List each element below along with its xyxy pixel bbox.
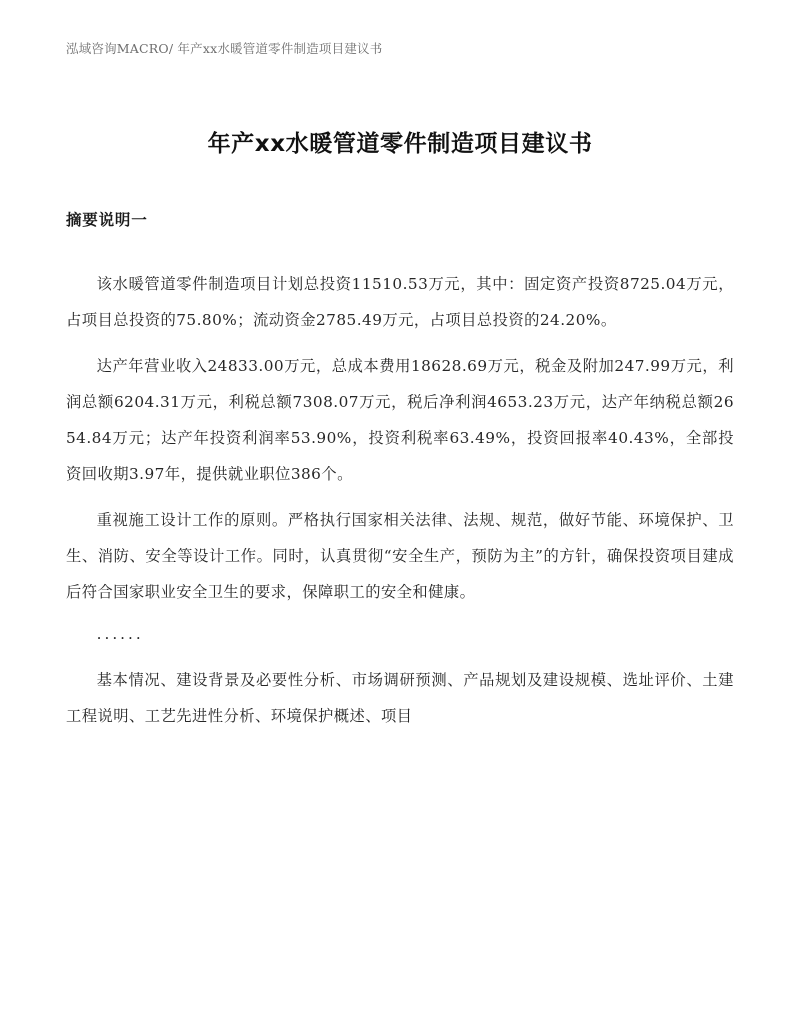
paragraph-contents-outline: 基本情况、建设背景及必要性分析、市场调研预测、产品规划及建设规模、选址评价、土建工程说明、工艺先进性分析、环境保护概述、项目: [66, 671, 734, 725]
paragraph-design-principles: 重视施工设计工作的原则。严格执行国家相关法律、法规、规范，做好节能、环境保护、卫生、消防、安全等设计工作。同时，认真贯彻“安全生产，预防为主”的方针，确保投资项目建成后符合国家职业安全卫生的要求，保障职工的安全和健康。: [66, 511, 734, 601]
running-header-text: 泓域咨询MACRO/ 年产xx水暖管道零件制造项目建议书: [66, 41, 383, 56]
document-body: [66, 206, 734, 744]
paragraph-investment-overview: 该水暖管道零件制造项目计划总投资11510.53万元，其中：固定资产投资8725.04万元，占项目总投资的75.80%；流动资金2785.49万元，占项目总投资的24.20%。: [66, 275, 734, 329]
paragraph-financial-indicators: 达产年营业收入24833.00万元，总成本费用18628.69万元，税金及附加247.99万元，利润总额6204.31万元，利税总额7308.07万元，税后净利润4653.23万元，达产年纳税总额2654.84万元；达产年投资利润率53.90%，投资利税率63.49%，投资回报率40.43%，全部投资回收期3.97年，提供就业职位386个。: [66, 357, 734, 483]
page-title: 年产xx水暖管道零件制造项目建议书: [207, 131, 593, 158]
section-heading-summary: 摘要说明一: [66, 211, 148, 229]
running-header: [66, 40, 734, 58]
paragraph-ellipsis: ······: [96, 629, 144, 647]
